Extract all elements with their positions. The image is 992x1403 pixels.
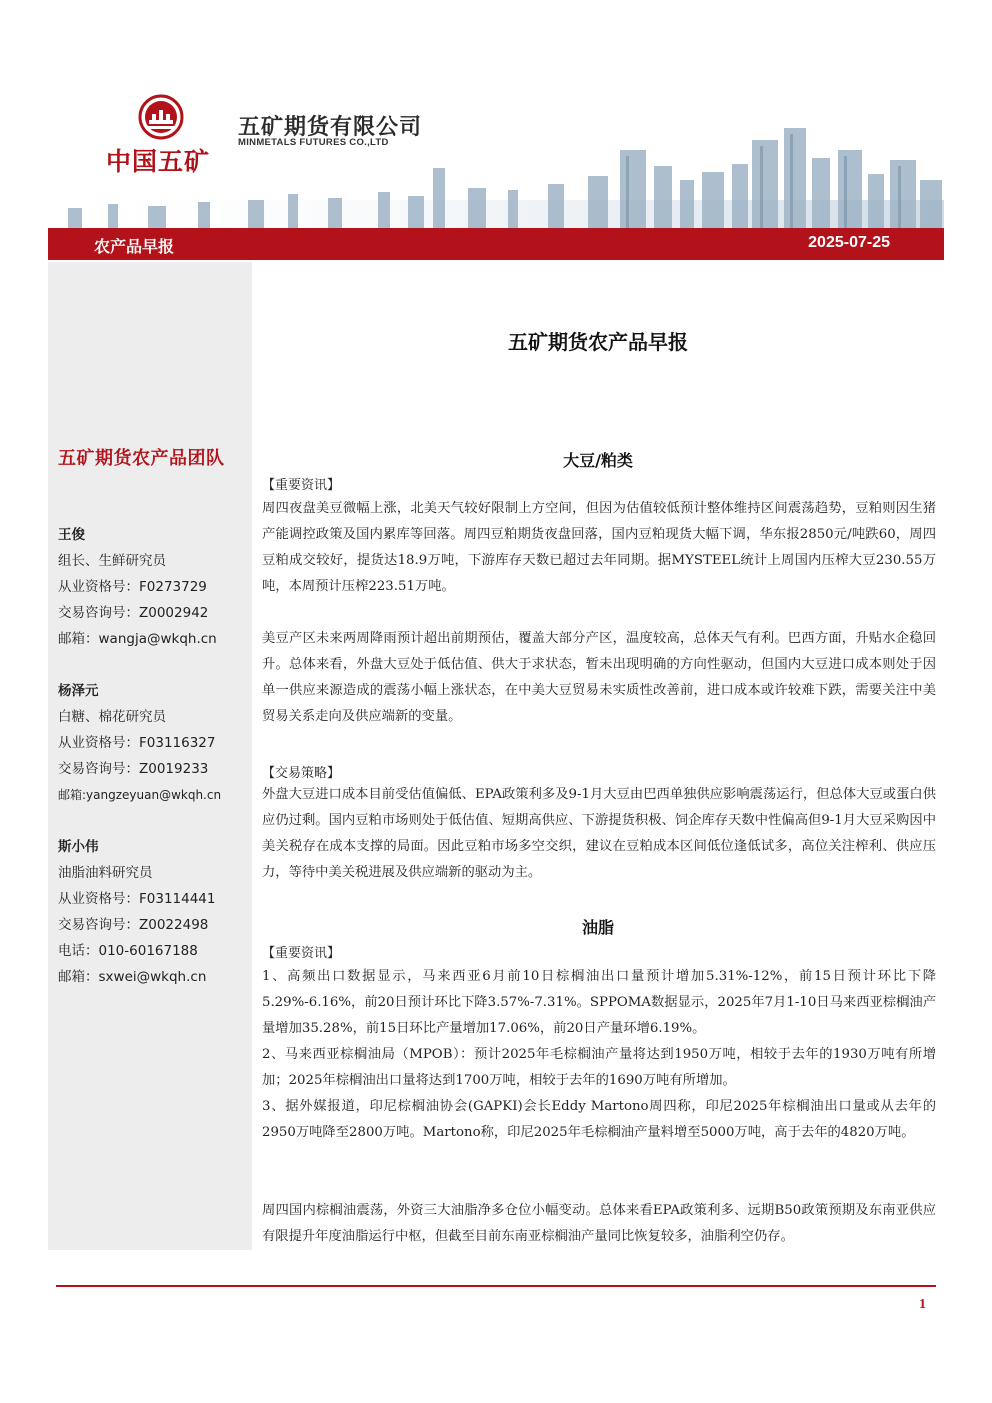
team-title: 五矿期货农产品团队 [58, 448, 225, 469]
logo-text: 中国五矿 [106, 147, 211, 176]
analyst-card [58, 834, 215, 990]
minmetals-emblem-icon [138, 94, 184, 140]
analyst-email: 邮箱:yangzeyuan@wkqh.cn [58, 788, 222, 802]
analyst-consult-no: 交易咨询号：Z0022498 [58, 917, 209, 933]
report-date: 2025-07-25 [808, 234, 890, 251]
footer-divider [56, 1285, 936, 1287]
news-tag: 【重要资讯】 [262, 478, 341, 493]
report-header [48, 80, 944, 228]
news-tag: 【重要资讯】 [262, 946, 341, 961]
soy-strategy-paragraph: 外盘大豆进口成本目前受估值偏低、EPA政策利多及9-1月大豆由巴西单独供应影响震荡运行，但总体大豆或蛋白供应仍过剩。国内豆粕市场则处于低估值、短期高供应、下游提货积极、饲企库存天数中性偏高但9-1月大豆采购因中美关税存在成本支撑的局面。因此豆粕市场多空交织，建议在豆粕成本区间低位逢低试多，高位关注榨利、供应压力，等待中美关税进展及供应端新的驱动为主。 [262, 787, 936, 880]
analyst-email: 邮箱：sxwei@wkqh.cn [58, 969, 207, 985]
oil-news-item-3: 3、据外媒报道，印尼棕榈油协会(GAPKI)会长Eddy Martono周四称，印尼2025年棕榈油出口量或从去年的2950万吨降至2800万吨。Martono称，印尼2025年毛棕榈油产量料增至5000万吨，高于去年的4820万吨。 [262, 1099, 936, 1140]
analyst-card [58, 522, 217, 652]
analyst-consult-no: 交易咨询号：Z0002942 [58, 605, 209, 621]
section-heading-oil: 油脂 [581, 918, 614, 937]
company-name-cn: 五矿期货有限公司 [238, 115, 423, 140]
oil-news-item-2: 2、马来西亚棕榈油局（MPOB）：预计2025年毛棕榈油产量将达到1950万吨，相较于去年的1930万吨有所增加；2025年棕榈油出口量将达到1700万吨，相较于去年的1690万吨有所增加。 [262, 1047, 936, 1088]
analyst-license: 从业资格号：F03116327 [58, 735, 216, 751]
analyst-name: 王俊 [58, 527, 85, 543]
oil-summary-paragraph: 周四国内棕榈油震荡，外资三大油脂净多仓位小幅变动。总体来看EPA政策利多、远期B50政策预期及东南亚供应有限提升年度油脂运行中枢，但截至目前东南亚棕榈油产量同比恢复较多，油脂利空仍存。 [262, 1203, 936, 1244]
analyst-phone: 电话：010-60167188 [58, 943, 198, 959]
report-category: 农产品早报 [94, 237, 175, 256]
analyst-name: 斯小伟 [58, 839, 99, 855]
report-category-bar [48, 228, 944, 260]
analyst-role: 油脂油料研究员 [58, 865, 153, 881]
analyst-license: 从业资格号：F03114441 [58, 891, 216, 907]
strategy-tag: 【交易策略】 [262, 766, 341, 781]
document-title: 五矿期货农产品早报 [508, 330, 688, 354]
soy-news-paragraph-2: 美豆产区未来两周降雨预计超出前期预估，覆盖大部分产区，温度较高，总体天气有利。巴西方面，升贴水企稳回升。总体来看，外盘大豆处于低估值、供大于求状态，暂未出现明确的方向性驱动，但国内大豆进口成本则处于因单一供应来源造成的震荡小幅上涨状态，在中美大豆贸易未实质性改善前，进口成本或许较难下跌，需要关注中美贸易关系走向及供应端新的变量。 [262, 631, 936, 724]
analyst-role: 组长、生鲜研究员 [58, 553, 166, 569]
analyst-license: 从业资格号：F0273729 [58, 579, 207, 595]
oil-news-item-1: 1、高频出口数据显示，马来西亚6月前10日棕榈油出口量预计增加5.31%-12%，前15日预计环比下降5.29%-6.16%，前20日预计环比下降3.57%-7.31%。SPPOMA数据显示，2025年7月1-10日马来西亚棕榈油产量增加35.28%，前15日环比产量增加17.06%，前20日产量环增6.19%。 [262, 969, 936, 1036]
soy-news-paragraph-1: 周四夜盘美豆微幅上涨，北美天气较好限制上方空间，但因为估值较低预计整体维持区间震荡趋势，豆粕则因生猪产能调控政策及国内累库等回落。周四豆粕期货夜盘回落，国内豆粕现货大幅下调，华东报2850元/吨跌60，周四豆粕成交较好，提货达18.9万吨，下游库存天数已超过去年同期。据MYSTEEL统计上周国内压榨大豆230.55万吨，本周预计压榨223.51万吨。 [262, 501, 936, 594]
analyst-name: 杨泽元 [58, 683, 99, 699]
section-heading-soy: 大豆/粕类 [563, 451, 633, 470]
page-number: 1 [919, 1297, 926, 1312]
team-sidebar [48, 262, 252, 1250]
analyst-email: 邮箱：wangja@wkqh.cn [58, 631, 217, 647]
analyst-consult-no: 交易咨询号：Z0019233 [58, 761, 209, 777]
company-name-en: MINMETALS FUTURES CO.,LTD [238, 137, 389, 148]
analyst-role: 白糖、棉花研究员 [58, 709, 166, 725]
analyst-card [58, 678, 221, 808]
